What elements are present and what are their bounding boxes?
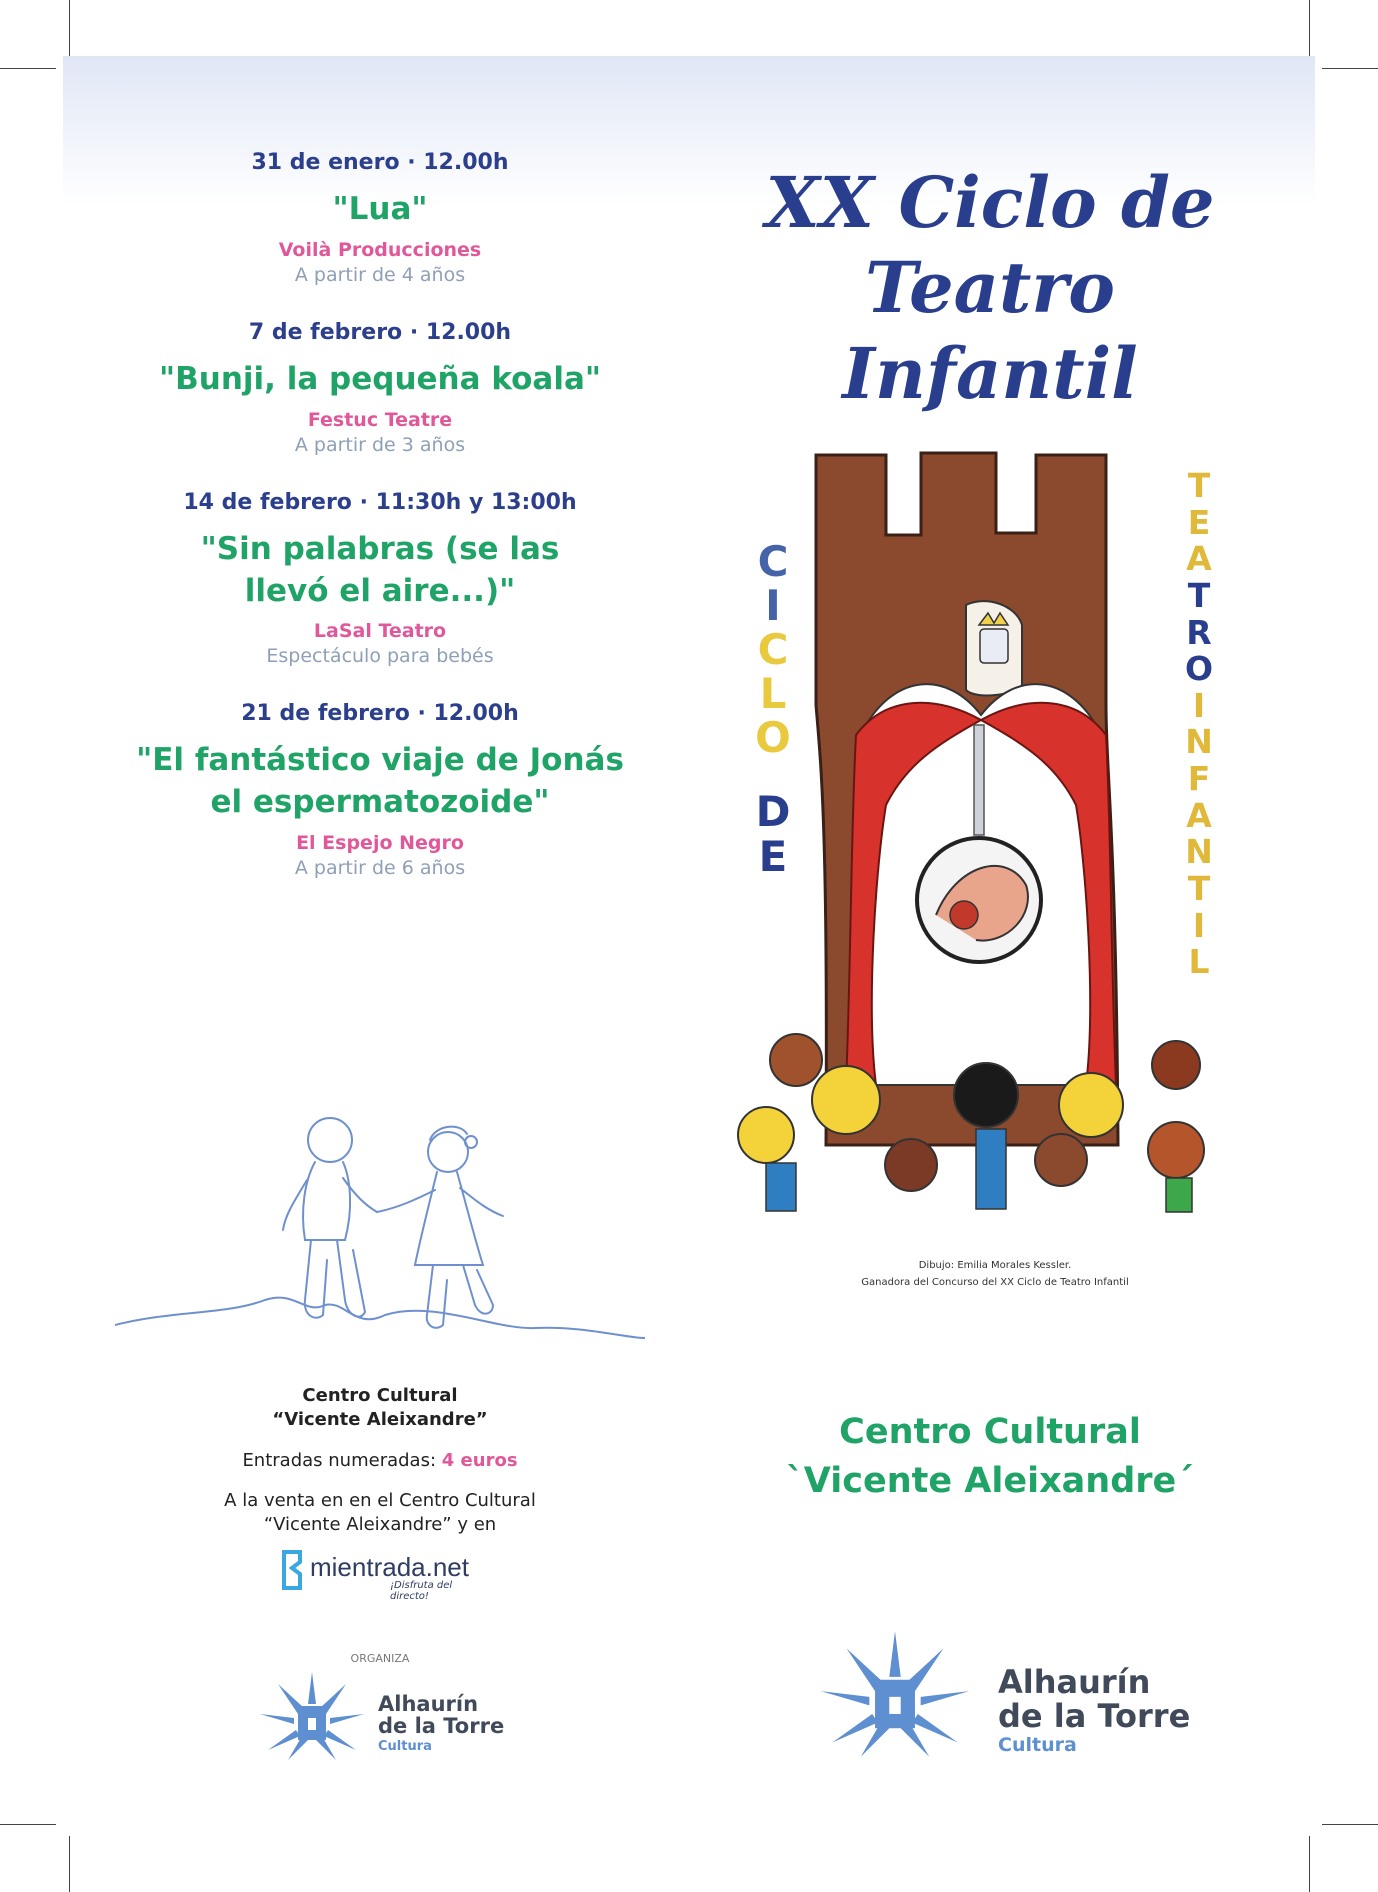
event-company: Festuc Teatre (307, 408, 453, 431)
cover-venue (740, 1408, 1240, 1506)
alhaurin-logo (258, 1670, 518, 1762)
mientrada-logo (280, 1548, 480, 1602)
event-age: A partir de 4 años (294, 263, 466, 286)
venue-name: “Vicente Aleixandre” (272, 1409, 488, 1431)
event-date: 14 de febrero · 11:30h y 13:00h (183, 489, 577, 515)
cover-venue-line: `Vicente Aleixandre´ (786, 1461, 1194, 1501)
ticket-info (150, 1384, 610, 1537)
drawing-letter: T (1187, 575, 1211, 615)
drawing-letter: L (1188, 942, 1210, 982)
organiza-label: ORGANIZA (350, 1652, 410, 1665)
drawing-letter: O (1184, 649, 1214, 689)
event-company: Voilà Producciones (278, 238, 482, 261)
crop-mark (1309, 0, 1310, 56)
crop-mark (1309, 1836, 1310, 1892)
crop-mark (1322, 1824, 1378, 1825)
alhaurin-logo-large (818, 1628, 1208, 1760)
event-date: 7 de febrero · 12.00h (248, 319, 512, 345)
drawing-letter: O (755, 713, 791, 763)
drawing-text-right (1176, 468, 1222, 981)
drawing-letter: T (1187, 466, 1211, 505)
sun-tower-icon (258, 1670, 366, 1762)
cover-title (720, 160, 1260, 416)
event-title: "El fantástico viaje de Jonás el espermatozoide" (136, 742, 624, 821)
drawing-letter: F (1187, 759, 1211, 798)
credit-line: Ganadora del Concurso del XX Ciclo de Teatro Infantil (861, 1277, 1129, 1288)
ticket-slogan: ¡Disfruta del directo! (390, 1580, 453, 1602)
logo-sub: Cultura (998, 1734, 1077, 1756)
drawing-letter: E (758, 831, 788, 881)
ticket-brand: mientrada.net (310, 1552, 469, 1582)
program-list (120, 150, 640, 913)
drawing-letter: I (765, 581, 781, 631)
event-age: Espectáculo para bebés (266, 645, 494, 668)
event-item (120, 701, 640, 879)
crop-mark (69, 1836, 70, 1892)
event-age: A partir de 3 años (294, 433, 466, 456)
drawing-letter: R (1186, 612, 1212, 652)
cover-venue-line: Centro Cultural (839, 1412, 1141, 1452)
price-line (150, 1449, 610, 1473)
drawing-letter: I (1192, 685, 1206, 725)
ticket-icon (280, 1548, 306, 1592)
price-value: 4 euros (441, 1449, 518, 1471)
event-title: "Sin palabras (se las llevó el aire...)" (200, 530, 560, 609)
sun-tower-icon (818, 1628, 972, 1760)
children-line-illustration (115, 1100, 645, 1350)
venue-name: Centro Cultural (302, 1385, 458, 1406)
logo-sub: Cultura (378, 1739, 432, 1754)
event-item (120, 320, 640, 456)
logo-name: Alhaurín (378, 1692, 479, 1716)
drawing-letter: A (1186, 795, 1212, 835)
event-company: LaSal Teatro (313, 620, 447, 643)
drawing-text-left (748, 537, 798, 881)
drawing-letter: N (1185, 832, 1213, 872)
sale-text: A la venta en en el Centro Cultural “Vicente Aleixandre” y en (224, 1489, 536, 1536)
drawing-letter: C (757, 537, 789, 586)
event-item (120, 490, 640, 668)
event-title: "Lua" (332, 191, 428, 227)
drawing-credit (830, 1257, 1160, 1291)
drawing-letter: L (759, 669, 787, 719)
crop-mark (69, 0, 70, 56)
event-date: 21 de febrero · 12.00h (241, 701, 519, 727)
crop-mark (0, 1824, 56, 1825)
logo-name: de la Torre (378, 1714, 505, 1738)
logo-name: de la Torre (998, 1697, 1191, 1735)
logo-name: Alhaurín (998, 1663, 1151, 1701)
cover-title-line: XX Ciclo de (765, 161, 1215, 244)
theatre-tower-drawing (736, 445, 1216, 1215)
price-label: Entradas numeradas: (242, 1449, 437, 1471)
drawing-letter: N (1185, 722, 1213, 762)
crop-mark (0, 68, 56, 69)
drawing-letter: T (1187, 868, 1211, 908)
drawing-letter: D (755, 787, 791, 837)
drawing-letter: I (1192, 905, 1206, 945)
cover-title-line: Teatro Infantil (842, 246, 1138, 415)
drawing-letter: A (1186, 539, 1212, 579)
event-item (120, 150, 640, 286)
credit-line: Dibujo: Emilia Morales Kessler. (918, 1260, 1072, 1271)
event-date: 31 de enero · 12.00h (251, 150, 509, 175)
crop-mark (1322, 68, 1378, 69)
event-title: "Bunji, la pequeña koala" (158, 360, 602, 397)
event-age: A partir de 6 años (294, 857, 466, 880)
drawing-letter: C (757, 625, 789, 675)
event-company: El Espejo Negro (296, 832, 464, 855)
drawing-letter: E (1187, 502, 1211, 542)
